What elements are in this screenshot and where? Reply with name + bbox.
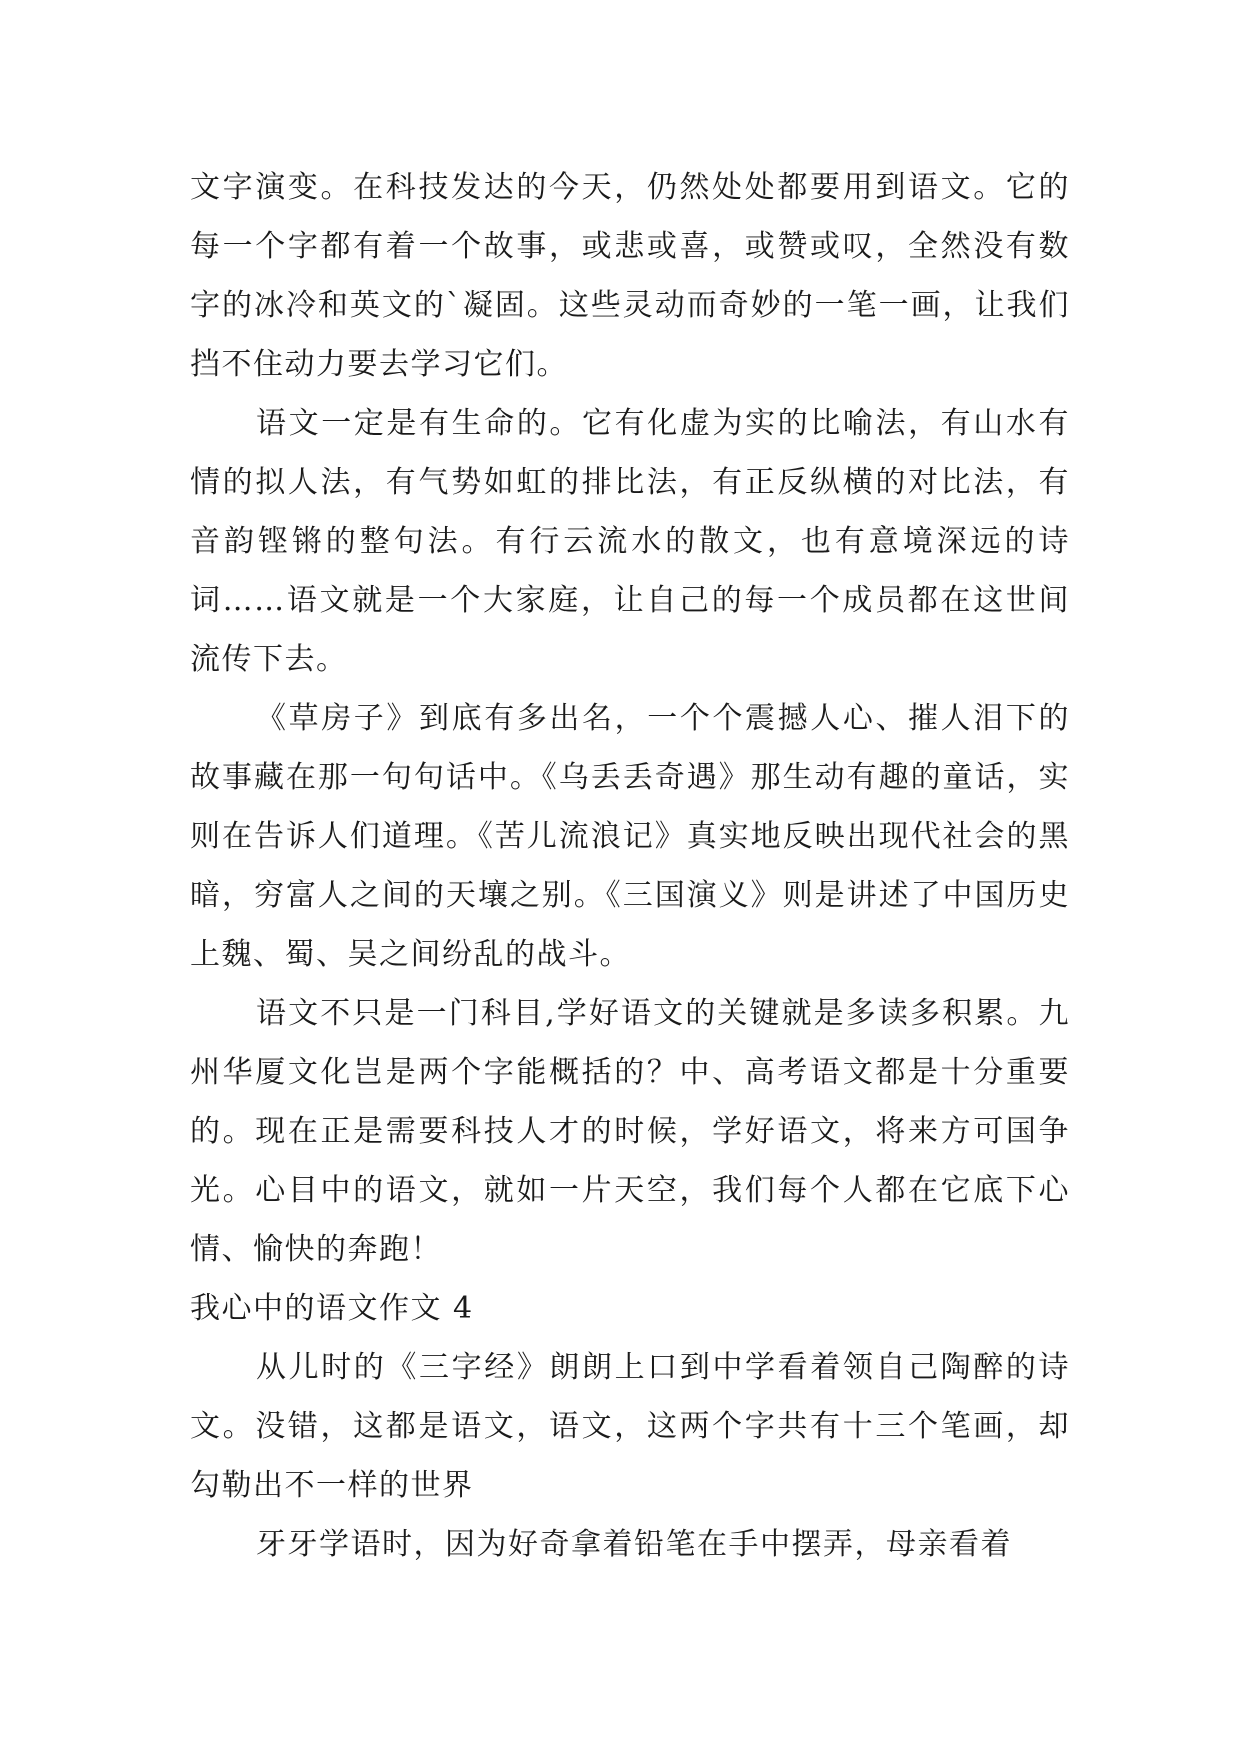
paragraph-learning-to-speak: 牙牙学语时，因为好奇拿着铅笔在手中摆弄，母亲看着 xyxy=(256,1527,1012,1562)
paragraph-childhood: 从儿时的《三字经》朗朗上口到中学看着领自己陶醉的诗文。没错，这都是语文，语文，这两个字共有十三个笔画，却勾勒出不一样的世界 xyxy=(190,1350,1070,1503)
document-body xyxy=(190,158,1070,1574)
paragraph-life-of-language: 语文一定是有生命的。它有化虚为实的比喻法，有山水有情的拟人法，有气势如虹的排比法，有正反纵横的对比法，有音韵铿锵的整句法。有行云流水的散文，也有意境深远的诗词……语文就是一个大家庭，让自己的每一个成员都在这世间流传下去。 xyxy=(190,406,1070,677)
essay-heading: 我心中的语文作文 4 xyxy=(190,1291,474,1326)
paragraph-books: 《草房子》到底有多出名，一个个震撼人心、摧人泪下的故事藏在那一句句话中。《乌丢丢奇遇》那生动有趣的童话，实则在告诉人们道理。《苦儿流浪记》真实地反映出现代社会的黑暗，穷富人之间的天壤之别。《三国演义》则是讲述了中国历史上魏、蜀、吴之间纷乱的战斗。 xyxy=(190,701,1070,972)
paragraph-importance: 语文不只是一门科目,学好语文的关键就是多读多积累。九州华厦文化岂是两个字能概括的？中、高考语文都是十分重要的。现在正是需要科技人才的时候，学好语文，将来方可国争光。心目中的语文，就如一片天空，我们每个人都在它底下心情、愉快的奔跑！ xyxy=(190,996,1070,1267)
paragraph-continued: 文字演变。在科技发达的今天，仍然处处都要用到语文。它的每一个字都有着一个故事，或悲或喜，或赞或叹，全然没有数字的冰冷和英文的`凝固。这些灵动而奇妙的一笔一画，让我们挡不住动力要去学习它们。 xyxy=(190,170,1070,382)
